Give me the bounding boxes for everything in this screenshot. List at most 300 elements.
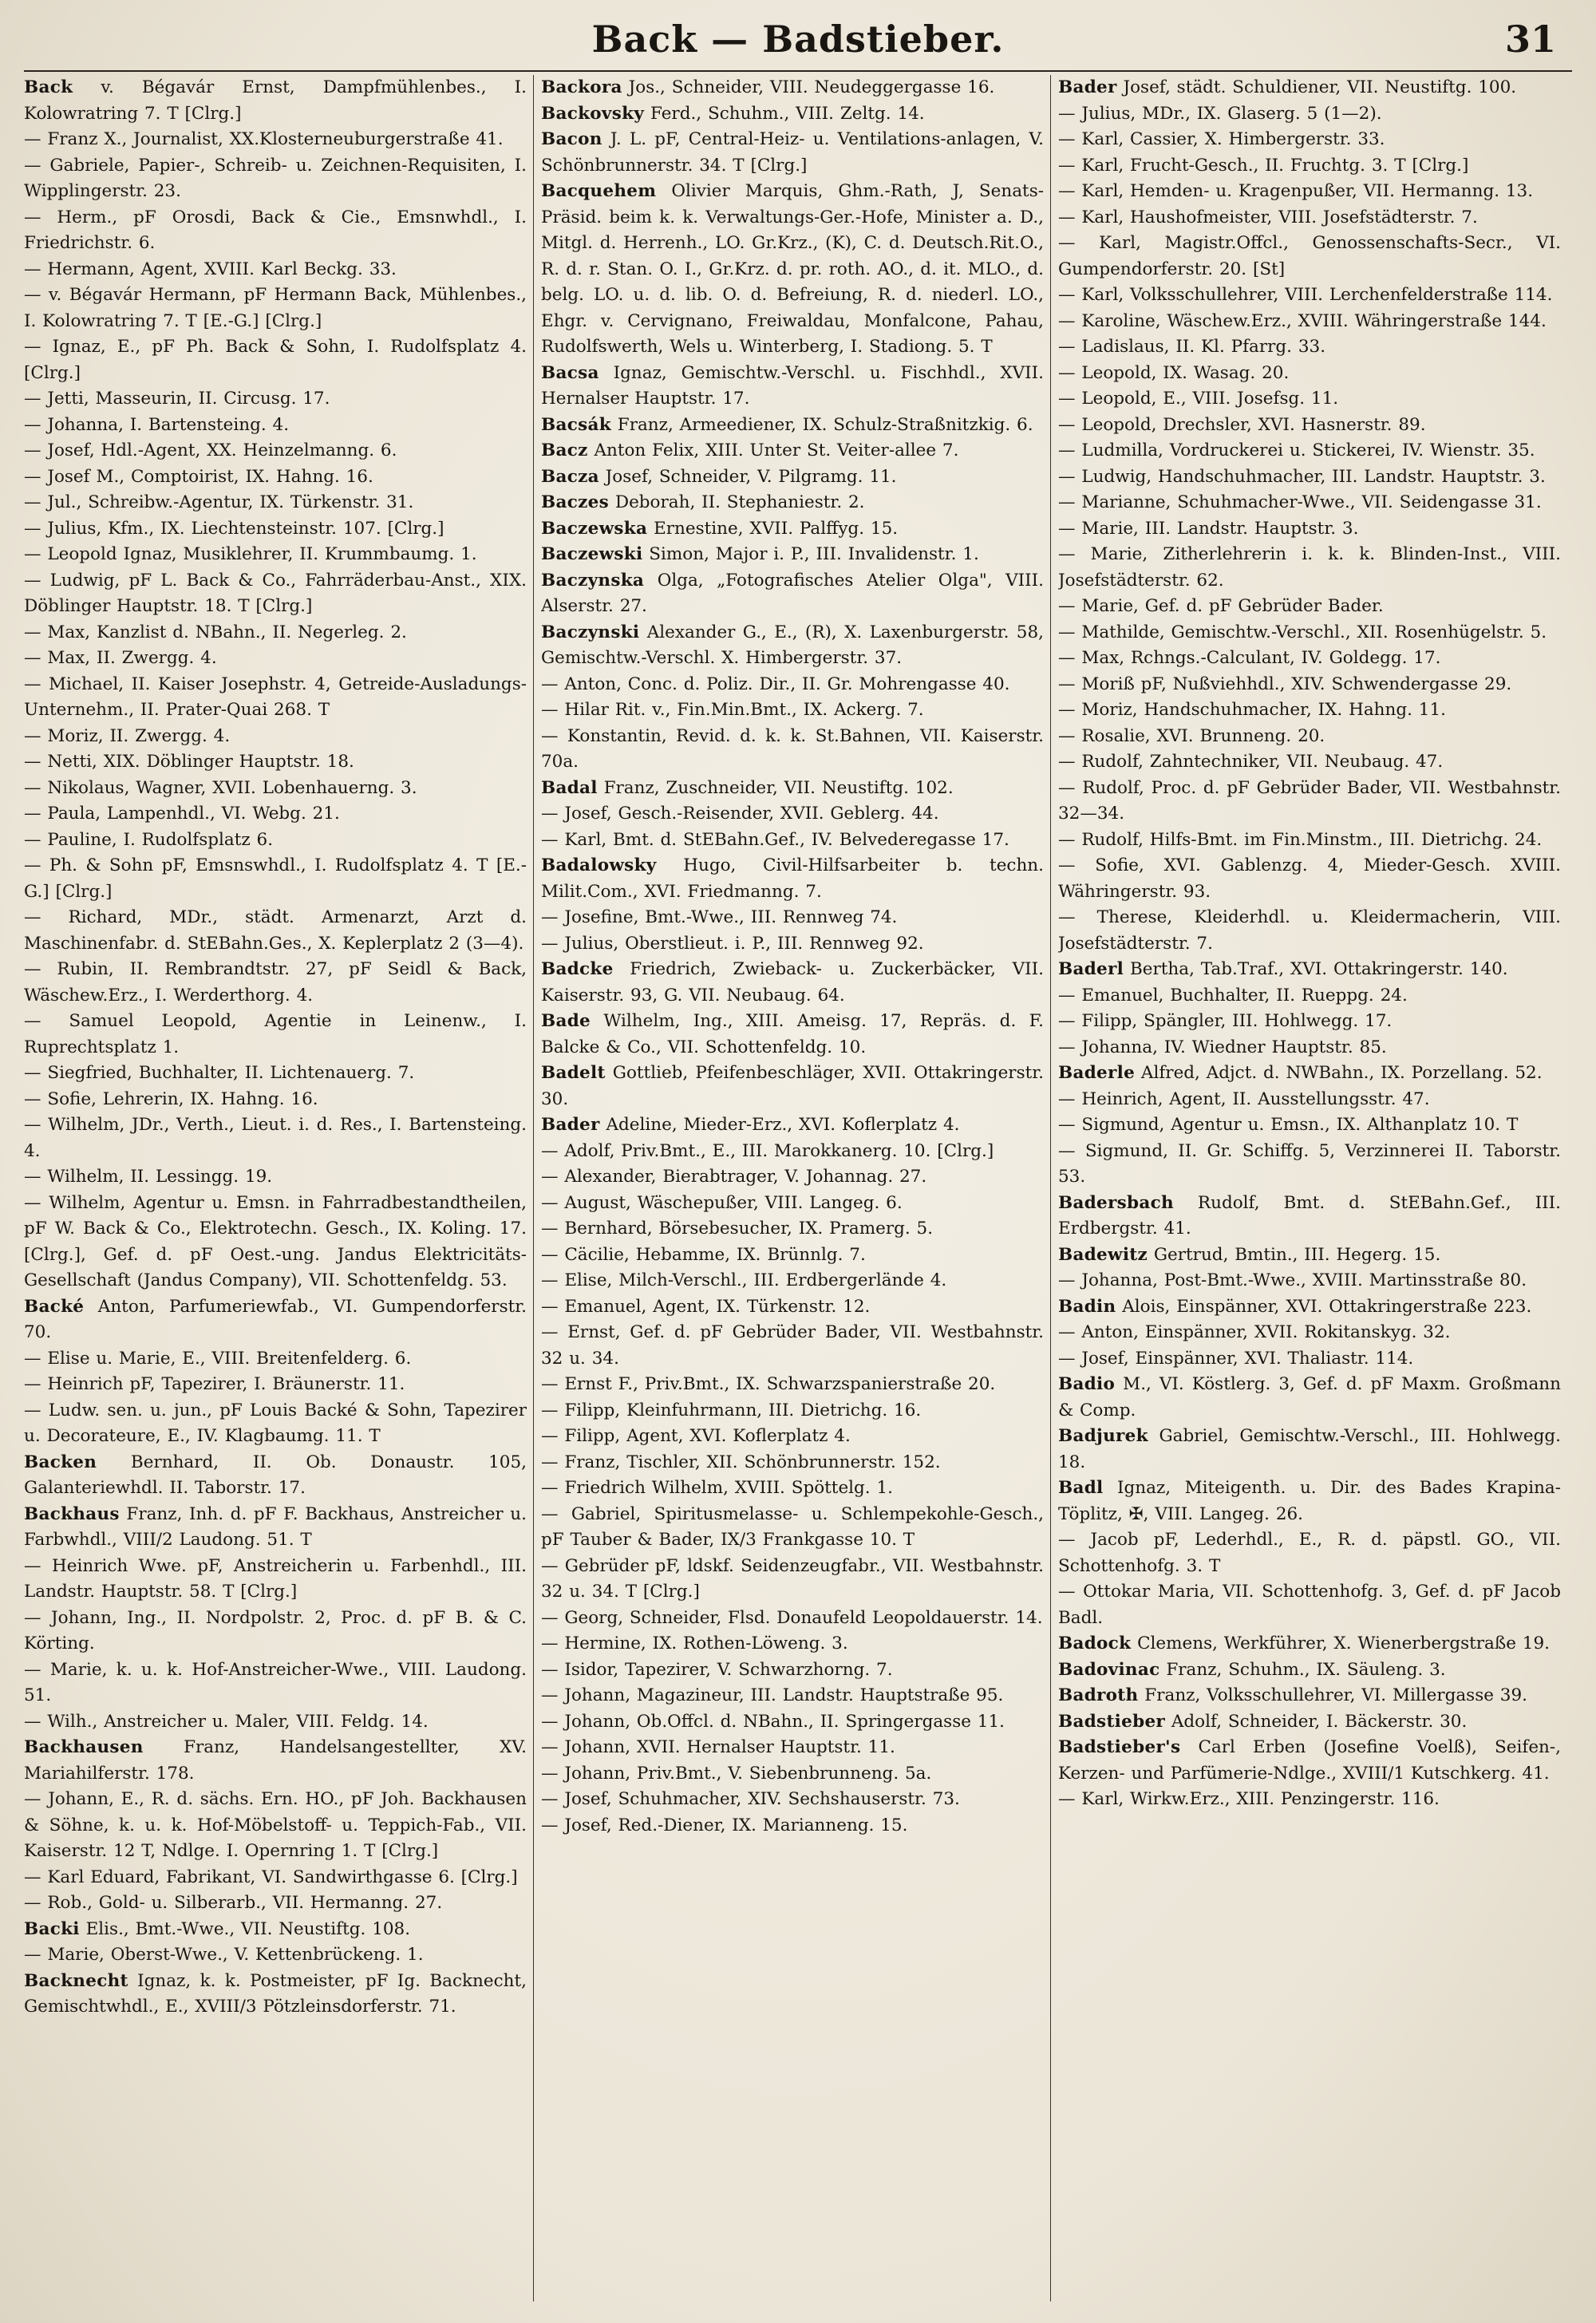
entry-text: — Karl, Haushofmeister, VIII. Josefstädterstr. 7. — [1058, 207, 1478, 227]
entry-text: — August, Wäschepußer, VIII. Langeg. 6. — [541, 1192, 903, 1213]
entry-surname: Bacsa — [541, 362, 599, 383]
entry-text: — Josef, Gesch.-Reisender, XVII. Geblerg. 44. — [541, 804, 939, 824]
entry-surname: Badock — [1058, 1634, 1132, 1653]
entry-text: — Jacob pF, Lederhdl., E., R. d. päpstl. GO., VII. Schottenhofg. 3. T — [1058, 1530, 1561, 1576]
directory-entry — [1058, 1242, 1561, 1269]
entry-surname: Baczewska — [541, 518, 648, 539]
directory-entry — [541, 101, 1044, 128]
entry-text: Ernestine, XVII. Palffyg. 15. — [647, 518, 899, 539]
directory-entry — [541, 1502, 1044, 1554]
directory-entry — [24, 1917, 527, 1943]
entry-text: — Ignaz, E., pF Ph. Back & Sohn, I. Rudolfsplatz 4. [Clrg.] — [24, 337, 527, 383]
entry-surname: Badcke — [541, 959, 614, 979]
directory-entry — [24, 1450, 527, 1502]
entry-surname: Back — [24, 77, 73, 97]
directory-entry — [1058, 1735, 1561, 1787]
directory-entry — [541, 828, 1044, 854]
entry-text: — Marianne, Schuhmacher-Wwe., VII. Seidengasse 31. — [1058, 492, 1542, 512]
entry-surname: Baczynski — [541, 622, 640, 642]
entry-text: Josef, Schneider, V. Pilgramg. 11. — [598, 466, 897, 487]
entry-surname: Bader — [1058, 77, 1117, 97]
directory-entry — [1058, 542, 1561, 594]
entry-text: Hugo, Civil-Hilfsarbeiter b. techn. Milit.Com., XVI. Friedmanng. 7. — [541, 855, 1044, 902]
directory-entry — [24, 801, 527, 828]
directory-entry — [1058, 672, 1561, 698]
entry-text: Rudolf, Bmt. d. StEBahn.Gef., III. Erdbergstr. 41. — [1058, 1192, 1561, 1239]
entry-text: — Friedrich Wilhelm, XVIII. Spöttelg. 1. — [541, 1478, 893, 1498]
directory-entry — [541, 1631, 1044, 1657]
entry-text: — Elise u. Marie, E., VIII. Breitenfelderg. 6. — [24, 1348, 412, 1369]
directory-entry — [24, 1787, 527, 1865]
directory-entry — [541, 1216, 1044, 1242]
entry-text: — Ernst F., Priv.Bmt., IX. Schwarzspanierstraße 20. — [541, 1374, 996, 1394]
entry-text: — Hermine, IX. Rothen-Löweng. 3. — [541, 1634, 848, 1653]
entry-text: Alexander G., E., (R), X. Laxenburgerstr. 58, Gemischtw.-Verschl. X. Himbergerstr. 37. — [541, 622, 1044, 668]
entry-text: — Josefine, Bmt.-Wwe., III. Rennweg 74. — [541, 907, 898, 927]
directory-entry — [24, 386, 527, 413]
entry-text: — Wilhelm, JDr., Verth., Lieut. i. d. Res., I. Bartensteing. 4. — [24, 1115, 527, 1161]
directory-entry — [1058, 1787, 1561, 1813]
directory-entry — [1058, 776, 1561, 828]
entry-surname: Backhaus — [24, 1503, 120, 1524]
directory-entry — [1058, 516, 1561, 543]
entry-text: — Jul., Schreibw.-Agentur, IX. Türkenstr. 31. — [24, 492, 414, 512]
entry-text: — Sofie, Lehrerin, IX. Hahng. 16. — [24, 1088, 318, 1109]
entry-text: Franz, Zuschneider, VII. Neustiftg. 102. — [597, 777, 954, 798]
directory-entry — [24, 749, 527, 776]
entry-text: — Johanna, Post-Bmt.-Wwe., XVIII. Martinsstraße 80. — [1058, 1270, 1527, 1290]
entry-text: — Leopold, IX. Wasag. 20. — [1058, 362, 1290, 383]
entry-text: — Karl, Cassier, X. Himbergerstr. 33. — [1058, 129, 1385, 149]
entry-text: — Pauline, I. Rudolfsplatz 6. — [24, 829, 274, 850]
entry-text: — Johann, Priv.Bmt., V. Siebenbrunneng. 5a. — [541, 1763, 932, 1784]
entry-text: — Wilh., Anstreicher u. Maler, VIII. Feldg. 14. — [24, 1711, 429, 1732]
directory-entry — [1058, 1320, 1561, 1346]
entry-text: — Karl, Frucht-Gesch., II. Fruchtg. 3. T [Clrg.] — [1058, 155, 1469, 176]
entry-text: — Herm., pF Orosdi, Back & Cie., Emsnwhdl., I. Friedrichstr. 6. — [24, 207, 527, 253]
directory-entry — [1058, 1424, 1561, 1476]
entry-text: — Isidor, Tapezirer, V. Schwarzhorng. 7. — [541, 1659, 893, 1680]
entry-text: — Max, II. Zwergg. 4. — [24, 648, 217, 668]
directory-entry — [24, 828, 527, 854]
entry-text: Josef, städt. Schuldiener, VII. Neustiftg. 100. — [1116, 77, 1517, 97]
entry-text: Olga, „Fotografisches Atelier Olga", VIII. Alserstr. 27. — [541, 570, 1044, 616]
directory-entry — [1058, 905, 1561, 957]
entry-surname: Badelt — [541, 1063, 606, 1083]
entry-text: — Mathilde, Gemischtw.-Verschl., XII. Rosenhügelstr. 5. — [1058, 622, 1547, 642]
entry-text: — Rudolf, Hilfs-Bmt. im Fin.Minstm., III. Dietrichg. 24. — [1058, 829, 1543, 850]
entry-text: — Marie, Gef. d. pF Gebrüder Bader. — [1058, 596, 1384, 616]
entry-text: — Sofie, XVI. Gablenzg. 4, Mieder-Gesch. XVIII. Währingerstr. 93. — [1058, 855, 1561, 902]
entry-text: — Bernhard, Börsebesucher, IX. Pramerg. 5. — [541, 1219, 934, 1239]
entry-text: Wilhelm, Ing., XIII. Ameisg. 17, Repräs. d. F. Balcke & Co., VII. Schottenfeldg. 10. — [541, 1011, 1044, 1057]
directory-entry — [541, 1476, 1044, 1502]
directory-entry — [541, 1735, 1044, 1761]
directory-entry — [24, 1398, 527, 1450]
entry-text: — Karl, Magistr.Offcl., Genossenschafts-Secr., VI. Gumpendorferstr. 20. [St] — [1058, 233, 1561, 279]
entry-text: — Ludwig, Handschuhmacher, III. Landstr. Hauptstr. 3. — [1058, 466, 1546, 487]
directory-entry — [24, 542, 527, 568]
directory-entry — [24, 1164, 527, 1191]
entry-text: — Wilhelm, Agentur u. Emsn. in Fahrradbestandtheilen, pF W. Back & Co., Elektrotechn. Gesch., IX. Koling. 17. [Clrg.], Gef. d. pF Oest.-ung. Jandus Elektricitäts-Gesellschaft (Jandus Company), VII. Schottenfeldg. 53. — [24, 1192, 527, 1290]
entry-text: Franz, Volksschullehrer, VI. Millergasse 39. — [1138, 1685, 1528, 1705]
entry-text: Franz, Schuhm., IX. Säuleng. 3. — [1159, 1659, 1446, 1680]
entry-surname: Badl — [1058, 1478, 1104, 1498]
entry-surname: Badjurek — [1058, 1426, 1148, 1446]
entry-text: — Georg, Schneider, Flsd. Donaufeld Leopoldauerstr. 14. — [541, 1607, 1043, 1628]
entry-text: — Siegfried, Buchhalter, II. Lichtenauerg. 7. — [24, 1063, 415, 1083]
entry-surname: Badroth — [1058, 1685, 1139, 1705]
directory-entry — [1058, 75, 1561, 101]
entry-text: — Hilar Rit. v., Fin.Min.Bmt., IX. Ackerg. 7. — [541, 700, 924, 720]
directory-entry — [1058, 1683, 1561, 1709]
directory-entry — [24, 1372, 527, 1398]
entry-text: — Rudolf, Proc. d. pF Gebrüder Bader, VII. Westbahnstr. 32—34. — [1058, 777, 1561, 824]
directory-entry — [24, 490, 527, 516]
directory-entry — [24, 1657, 527, 1709]
directory-entry — [24, 1061, 527, 1087]
entry-text: — v. Bégavár Hermann, pF Hermann Back, Mühlenbes., I. Kolowratring 7. T [E.-G.] [Clrg.] — [24, 285, 527, 331]
column-3 — [1058, 75, 1561, 2309]
directory-entry — [24, 438, 527, 464]
directory-entry — [541, 1787, 1044, 1813]
entry-text: — Johanna, IV. Wiedner Hauptstr. 85. — [1058, 1037, 1387, 1057]
directory-entry — [24, 620, 527, 646]
directory-entry — [24, 1890, 527, 1917]
entry-text: — Ph. & Sohn pF, Emsnswhdl., I. Rudolfsplatz 4. T [E.-G.] [Clrg.] — [24, 855, 527, 902]
directory-entry — [24, 282, 527, 334]
directory-entry — [541, 697, 1044, 724]
entry-text: — Gabriel, Spiritusmelasse- u. Schlempekohle-Gesch., pF Tauber & Bader, IX/3 Frankgasse 10. T — [541, 1503, 1044, 1550]
directory-entry — [24, 1502, 527, 1554]
directory-entry — [541, 1424, 1044, 1450]
directory-entry — [1058, 724, 1561, 750]
directory-entry — [24, 1087, 527, 1113]
entry-text: Ignaz, k. k. Postmeister, pF Ig. Backnecht, Gemischtwhdl., E., XVIII/3 Pötzleinsdorferstr. 71. — [24, 1970, 527, 2017]
entry-text: — Johann, XVII. Hernalser Hauptstr. 11. — [541, 1737, 895, 1757]
entry-text: Carl Erben (Josefine Voelß), Seifen-, Kerzen- und Parfümerie-Ndlge., XVIII/1 Kutschkerg. 41. — [1058, 1737, 1561, 1784]
entry-text: Ignaz, Miteigenth. u. Dir. des Bades Krapina-Töplitz, ✠, VIII. Langeg. 26. — [1058, 1478, 1561, 1524]
entry-text: Gertrud, Bmtin., III. Hegerg. 15. — [1148, 1244, 1441, 1265]
directory-entry — [24, 153, 527, 205]
entry-text: — Cäcilie, Hebamme, IX. Brünnlg. 7. — [541, 1244, 866, 1265]
entry-text: J. L. pF, Central-Heiz- u. Ventilations-anlagen, V. Schönbrunnerstr. 34. T [Clrg.] — [541, 129, 1044, 176]
directory-entry — [24, 75, 527, 127]
directory-entry — [541, 801, 1044, 828]
directory-entry — [541, 464, 1044, 491]
directory-entry — [24, 1554, 527, 1606]
directory-entry — [1058, 1294, 1561, 1321]
entry-text: Ignaz, Gemischtw.-Verschl. u. Fischhdl., XVII. Hernalser Hauptstr. 17. — [541, 362, 1044, 409]
entry-text: — Emanuel, Buchhalter, II. Rueppg. 24. — [1058, 985, 1408, 1005]
directory-entry — [541, 1657, 1044, 1684]
directory-entry — [541, 568, 1044, 620]
directory-entry — [1058, 386, 1561, 413]
entry-text: — Heinrich pF, Tapezirer, I. Bräunerstr. 11. — [24, 1374, 405, 1394]
directory-entry — [24, 957, 527, 1009]
entry-surname: Backé — [24, 1296, 85, 1317]
entry-text: — Marie, III. Landstr. Hauptstr. 3. — [1058, 518, 1359, 539]
entry-text: — Nikolaus, Wagner, XVII. Lobenhauerng. 3. — [24, 777, 417, 798]
entry-text: — Sigmund, Agentur u. Emsn., IX. Althanplatz 10. T — [1058, 1115, 1519, 1135]
directory-entry — [541, 672, 1044, 698]
directory-entry — [1058, 749, 1561, 776]
directory-entry — [541, 620, 1044, 672]
entry-text: — Sigmund, II. Gr. Schiffg. 5, Verzinnerei II. Taborstr. 53. — [1058, 1140, 1561, 1187]
entry-surname: Bade — [541, 1011, 591, 1031]
directory-entry — [1058, 983, 1561, 1009]
directory-entry — [24, 646, 527, 672]
directory-entry — [1058, 1372, 1561, 1424]
directory-entry — [1058, 697, 1561, 724]
directory-entry — [1058, 1009, 1561, 1035]
entry-surname: Bader — [541, 1115, 600, 1135]
column-2 — [541, 75, 1044, 2309]
entry-text: Gabriel, Gemischtw.-Verschl., III. Hohlwegg. 18. — [1058, 1426, 1561, 1472]
entry-text: — Konstantin, Revid. d. k. k. St.Bahnen, VII. Kaiserstr. 70a. — [541, 725, 1044, 772]
directory-entry — [541, 1813, 1044, 1839]
entry-text: — Gebrüder pF, ldskf. Seidenzeugfabr., VII. Westbahnstr. 32 u. 34. T [Clrg.] — [541, 1555, 1044, 1602]
entry-text: — Johann, Ing., II. Nordpolstr. 2, Proc. d. pF B. & C. Körting. — [24, 1607, 527, 1653]
directory-entry — [541, 413, 1044, 439]
directory-entry — [541, 127, 1044, 179]
page-header — [24, 11, 1572, 67]
entry-text: Franz, Inh. d. pF F. Backhaus, Anstreicher u. Farbwhdl., VIII/2 Laudong. 51. T — [24, 1503, 527, 1550]
directory-entry — [541, 1683, 1044, 1709]
entry-text: v. Bégavár Ernst, Dampfmühlenbes., I. Kolowratring 7. T [Clrg.] — [24, 77, 527, 124]
directory-entry — [1058, 1061, 1561, 1087]
entry-text: Gottlieb, Pfeifenbeschläger, XVII. Ottakringerstr. 30. — [541, 1063, 1044, 1109]
entry-text: — Josef M., Comptoirist, IX. Hahng. 16. — [24, 466, 373, 487]
entry-text: — Ludwig, pF L. Back & Co., Fahrräderbau-Anst., XIX. Döblinger Hauptstr. 18. T [Clrg.] — [24, 570, 527, 616]
entry-text: — Rob., Gold- u. Silberarb., VII. Hermanng. 27. — [24, 1893, 443, 1913]
directory-entry — [541, 1372, 1044, 1398]
entry-surname: Backnecht — [24, 1970, 128, 1991]
entry-surname: Baczynska — [541, 570, 645, 591]
directory-entry — [24, 1969, 527, 2021]
entry-surname: Badal — [541, 777, 598, 798]
directory-entry — [1058, 1346, 1561, 1373]
entry-text: Adeline, Mieder-Erz., XVI. Koflerplatz 4. — [599, 1115, 960, 1135]
directory-entry — [24, 724, 527, 750]
directory-entry — [541, 1061, 1044, 1112]
entry-text: — Johann, Ob.Offcl. d. NBahn., II. Springergasse 11. — [541, 1711, 1005, 1732]
entry-surname: Baczes — [541, 492, 609, 512]
entry-text: Elis., Bmt.-Wwe., VII. Neustiftg. 108. — [79, 1918, 411, 1939]
entry-text: Anton, Parfumeriewfab., VI. Gumpendorferstr. 70. — [24, 1296, 527, 1342]
entry-text: — Karl, Wirkw.Erz., XIII. Penzingerstr. 116. — [1058, 1789, 1440, 1809]
directory-entry — [24, 1735, 527, 1787]
directory-entry — [541, 179, 1044, 361]
entry-text: — Richard, MDr., städt. Armenarzt, Arzt d. Maschinenfabr. d. StEBahn.Ges., X. Keplerplatz 2 (3—4). — [24, 907, 527, 954]
entry-text: — Heinrich, Agent, II. Ausstellungsstr. 47. — [1058, 1088, 1430, 1109]
directory-entry — [541, 1606, 1044, 1632]
entry-text: — Moriz, Handschuhmacher, IX. Hahng. 11. — [1058, 700, 1446, 720]
directory-entry — [1058, 438, 1561, 464]
entry-text: M., VI. Köstlerg. 3, Gef. d. pF Maxm. Großmann & Comp. — [1058, 1374, 1561, 1420]
columns — [24, 75, 1580, 2309]
entry-text: — Rosalie, XVI. Brunneng. 20. — [1058, 725, 1325, 746]
entry-text: Bernhard, II. Ob. Donaustr. 105, Galanteriewhdl. II. Taborstr. 17. — [24, 1452, 527, 1498]
entry-text: Ferd., Schuhm., VIII. Zeltg. 14. — [644, 103, 925, 124]
directory-entry — [24, 1865, 527, 1891]
entry-surname: Badalowsky — [541, 855, 657, 875]
directory-entry — [1058, 646, 1561, 672]
entry-text: — Karl Eduard, Fabrikant, VI. Sandwirthgasse 6. [Clrg.] — [24, 1867, 518, 1887]
entry-text: — Filipp, Agent, XVI. Koflerplatz 4. — [541, 1426, 851, 1446]
directory-entry — [1058, 179, 1561, 205]
entry-text: — Gabriele, Papier-, Schreib- u. Zeichnen-Requisiten, I. Wipplingerstr. 23. — [24, 155, 527, 201]
directory-entry — [541, 776, 1044, 802]
entry-text: — Anton, Einspänner, XVII. Rokitanskyg. 32. — [1058, 1322, 1451, 1342]
directory-entry — [24, 672, 527, 724]
entry-text: — Marie, Oberst-Wwe., V. Kettenbrückeng. 1. — [24, 1945, 424, 1965]
page-title: Back — Badstieber. — [591, 18, 1005, 61]
entry-text: — Heinrich Wwe. pF, Anstreicherin u. Farbenhdl., III. Landstr. Hauptstr. 58. T [Clrg.] — [24, 1555, 527, 1602]
directory-entry — [541, 1709, 1044, 1736]
directory-entry — [1058, 957, 1561, 983]
entry-text: — Johanna, I. Bartensteing. 4. — [24, 414, 290, 435]
directory-entry — [24, 1009, 527, 1061]
entry-text: — Therese, Kleiderhdl. u. Kleidermacherin, VIII. Josefstädterstr. 7. — [1058, 907, 1561, 954]
entry-text: Anton Felix, XIII. Unter St. Veiter-allee 7. — [587, 441, 959, 460]
entry-text: — Michael, II. Kaiser Josephstr. 4, Getreide-Ausladungs-Unternehm., II. Prater-Quai 268. T — [24, 674, 527, 720]
directory-entry — [541, 490, 1044, 516]
entry-text: — Ludmilla, Vordruckerei u. Stickerei, IV. Wienstr. 35. — [1058, 441, 1535, 460]
directory-entry — [24, 1346, 527, 1373]
entry-text: — Filipp, Kleinfuhrmann, III. Dietrichg. 16. — [541, 1400, 922, 1420]
directory-entry — [541, 957, 1044, 1009]
directory-entry — [24, 1606, 527, 1657]
directory-entry — [1058, 153, 1561, 180]
directory-entry — [541, 1294, 1044, 1321]
directory-entry — [541, 75, 1044, 101]
directory-entry — [1058, 620, 1561, 646]
directory-entry — [1058, 334, 1561, 361]
entry-text: — Max, Kanzlist d. NBahn., II. Negerleg. 2. — [24, 622, 407, 642]
entry-text: — Karl, Volksschullehrer, VIII. Lerchenfelderstraße 114. — [1058, 285, 1553, 305]
directory-entry — [24, 205, 527, 257]
directory-entry — [24, 1942, 527, 1969]
directory-entry — [24, 413, 527, 439]
entry-text: Alois, Einspänner, XVI. Ottakringerstraße 223. — [1116, 1296, 1532, 1317]
entry-text: Jos., Schneider, VIII. Neudeggergasse 16. — [622, 77, 995, 97]
entry-surname: Badewitz — [1058, 1244, 1148, 1265]
entry-surname: Backen — [24, 1452, 97, 1472]
entry-text: Deborah, II. Stephaniestr. 2. — [609, 492, 865, 512]
directory-entry — [541, 1009, 1044, 1061]
entry-text: Bertha, Tab.Traf., XVI. Ottakringerstr. 140. — [1124, 959, 1508, 979]
entry-surname: Badio — [1058, 1374, 1116, 1394]
directory-entry — [541, 1191, 1044, 1217]
entry-text: — Ottokar Maria, VII. Schottenhofg. 3, Gef. d. pF Jacob Badl. — [1058, 1582, 1561, 1628]
directory-entry — [1058, 1631, 1561, 1657]
directory-entry — [1058, 464, 1561, 491]
entry-text: — Max, Rchngs.-Calculant, IV. Goldegg. 17. — [1058, 648, 1441, 668]
entry-text: — Josef, Einspänner, XVI. Thaliastr. 114. — [1058, 1348, 1414, 1369]
entry-text: — Leopold, E., VIII. Josefsg. 11. — [1058, 389, 1339, 409]
entry-text: Simon, Major i. P., III. Invalidenstr. 1. — [642, 544, 979, 564]
entry-text: — Leopold, Drechsler, XVI. Hasnerstr. 89. — [1058, 414, 1426, 435]
header-rule — [24, 70, 1572, 72]
directory-entry — [1058, 361, 1561, 387]
entry-text: — Ernst, Gef. d. pF Gebrüder Bader, VII. Westbahnstr. 32 u. 34. — [541, 1322, 1044, 1369]
directory-entry — [541, 1761, 1044, 1788]
directory-entry — [541, 1450, 1044, 1476]
entry-text: — Josef, Red.-Diener, IX. Marianneng. 15. — [541, 1815, 908, 1835]
directory-entry — [1058, 282, 1561, 309]
directory-entry — [1058, 1035, 1561, 1061]
entry-surname: Backi — [24, 1918, 80, 1939]
directory-entry — [1058, 1709, 1561, 1736]
directory-entry — [1058, 1191, 1561, 1242]
entry-surname: Backora — [541, 77, 622, 97]
entry-text: — Karl, Bmt. d. StEBahn.Gef., IV. Belvederegasse 17. — [541, 829, 1009, 850]
column-1 — [24, 75, 527, 2309]
entry-surname: Badersbach — [1058, 1192, 1174, 1213]
entry-text: — Moriz, II. Zwergg. 4. — [24, 725, 231, 746]
entry-text: — Netti, XIX. Döblinger Hauptstr. 18. — [24, 752, 354, 772]
directory-entry — [24, 516, 527, 543]
directory-entry — [1058, 1657, 1561, 1684]
entry-surname: Bacsák — [541, 414, 611, 435]
directory-entry — [1058, 853, 1561, 905]
entry-text: — Marie, k. u. k. Hof-Anstreicher-Wwe., VIII. Laudong. 51. — [24, 1659, 527, 1705]
directory-entry — [1058, 1527, 1561, 1579]
entry-text: — Anton, Conc. d. Poliz. Dir., II. Gr. Mohrengasse 40. — [541, 674, 1010, 694]
directory-entry — [1058, 1268, 1561, 1294]
directory-entry — [541, 1398, 1044, 1424]
entry-surname: Badstieber — [1058, 1711, 1166, 1732]
directory-entry — [24, 568, 527, 620]
entry-surname: Badstieber's — [1058, 1737, 1181, 1757]
directory-entry — [1058, 490, 1561, 516]
entry-text: — Samuel Leopold, Agentie in Leinenw., I. Ruprechtsplatz 1. — [24, 1011, 527, 1057]
entry-text: Alfred, Adjct. d. NWBahn., IX. Porzellang. 52. — [1135, 1063, 1543, 1083]
directory-entry — [1058, 101, 1561, 128]
directory-entry — [1058, 1112, 1561, 1139]
entry-text: Clemens, Werkführer, X. Wienerbergstraße 19. — [1131, 1634, 1550, 1653]
entry-surname: Bacquehem — [541, 181, 657, 201]
entry-text: — Ladislaus, II. Kl. Pfarrg. 33. — [1058, 337, 1326, 357]
entry-text: — Julius, Oberstlieut. i. P., III. Rennweg 92. — [541, 933, 924, 954]
entry-text: — Johann, Magazineur, III. Landstr. Hauptstraße 95. — [541, 1685, 1004, 1705]
entry-surname: Bacza — [541, 466, 599, 487]
entry-text: — Johann, E., R. d. sächs. Ern. HO., pF Joh. Backhausen & Söhne, k. u. k. Hof-Möbelstoff- u. Teppich-Fab., VII. Kaiserstr. 12 T, Ndlge. I. Opernring 1. T [Clrg.] — [24, 1789, 527, 1861]
directory-entry — [24, 1709, 527, 1736]
entry-text: Adolf, Schneider, I. Bäckerstr. 30. — [1165, 1711, 1468, 1732]
directory-entry — [1058, 828, 1561, 854]
entry-text: — Julius, Kfm., IX. Liechtensteinstr. 107. [Clrg.] — [24, 518, 444, 539]
entry-text: — Adolf, Priv.Bmt., E., III. Marokkanerg. 10. [Clrg.] — [541, 1140, 994, 1161]
entry-text: — Jetti, Masseurin, II. Circusg. 17. — [24, 389, 330, 409]
entry-text: — Karoline, Wäschew.Erz., XVIII. Währingerstraße 144. — [1058, 310, 1547, 331]
entry-text: — Filipp, Spängler, III. Hohlwegg. 17. — [1058, 1011, 1393, 1031]
directory-entry — [24, 464, 527, 491]
directory-entry — [541, 1112, 1044, 1139]
directory-entry — [24, 776, 527, 802]
entry-text: — Elise, Milch-Verschl., III. Erdbergerlände 4. — [541, 1270, 947, 1290]
entry-text: — Karl, Hemden- u. Kragenpußer, VII. Hermanng. 13. — [1058, 181, 1534, 201]
directory-entry — [1058, 205, 1561, 231]
page-number: 31 — [1504, 18, 1556, 61]
directory-entry — [1058, 413, 1561, 439]
entry-text: — Alexander, Bierabtrager, V. Johannag. 27. — [541, 1167, 927, 1187]
entry-surname: Baderle — [1058, 1063, 1136, 1083]
directory-entry — [1058, 594, 1561, 620]
directory-entry — [1058, 231, 1561, 282]
entry-surname: Backovsky — [541, 103, 645, 124]
